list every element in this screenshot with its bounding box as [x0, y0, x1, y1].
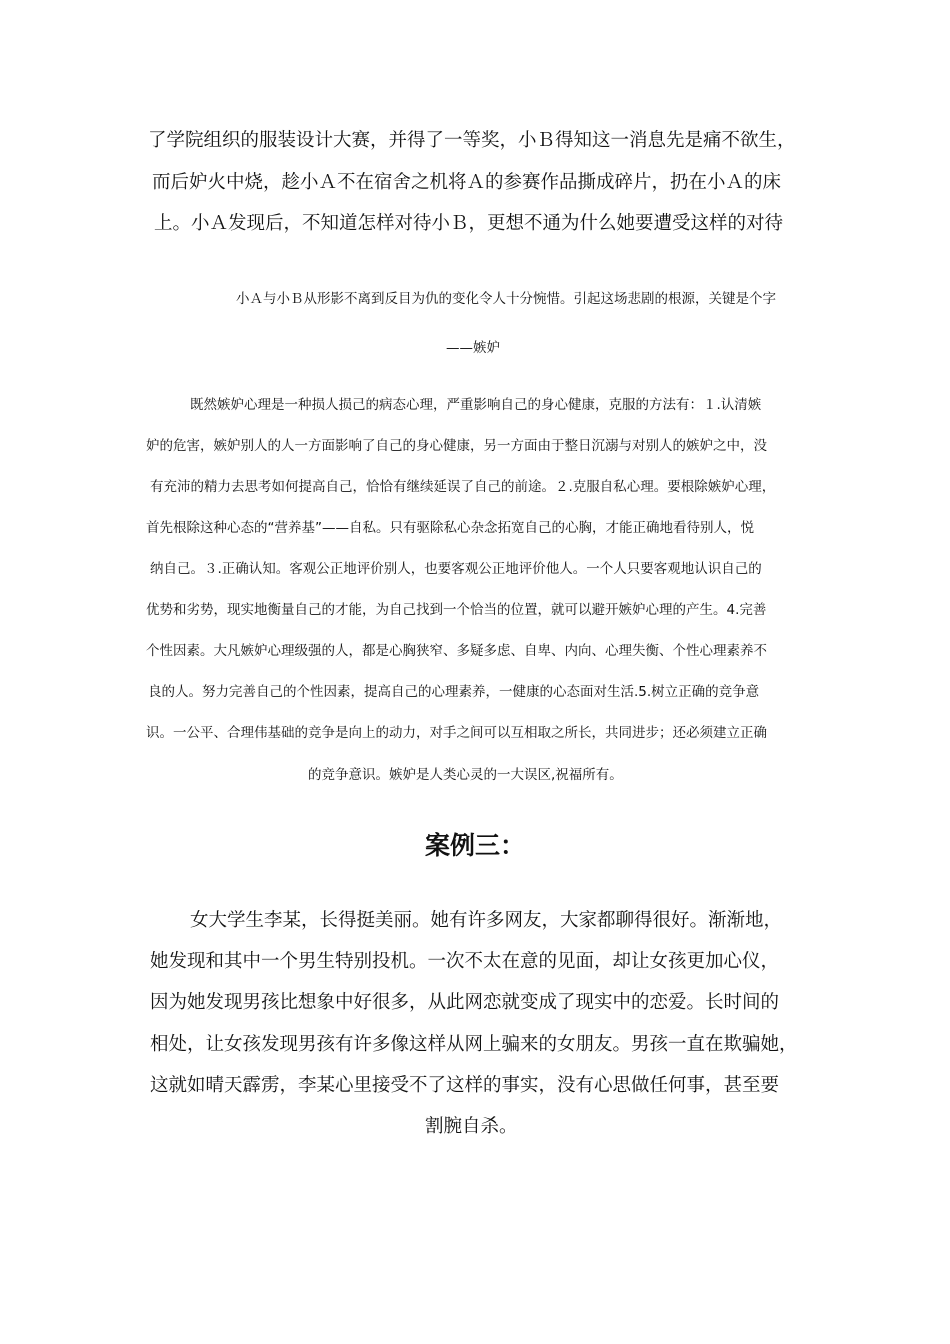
- text-line: 识。一公平、合理伟基础的竞争是向上的动力，对手之间可以互相取之所长，共同进步；还必须建立正确: [146, 725, 767, 741]
- text-line: 的竞争意识。嫉妒是人类心灵的一大误区,祝福所有。: [308, 767, 623, 783]
- text-line: 割腕自杀。: [425, 1116, 518, 1137]
- section-heading: 案例三：: [424, 831, 525, 860]
- text-line: 有充沛的精力去思考如何提高自己，恰恰有继续延误了自己的前途。２.克服自私心理。要根除嫉妒心理，: [150, 479, 776, 495]
- text-line: 上。小Ａ发现后，不知道怎样对待小Ｂ，更想不通为什么她要遭受这样的对待: [154, 213, 784, 234]
- text-line: 个性因素。大凡嫉妒心理级强的人，都是心胸狭窄、多疑多虑、自卑、内向、心理失衡、个性心理素养不: [146, 643, 767, 659]
- text-line: 女大学生李某，长得挺美丽。她有许多网友，大家都聊得很好。渐渐地，: [190, 910, 783, 931]
- text-line: 了学院组织的服装设计大赛，并得了一等奖，小Ｂ得知这一消息先是痛不欲生，: [148, 130, 796, 151]
- text-line: 相处，让女孩发现男孩有许多像这样从网上骗来的女朋友。男孩一直在欺骗她，: [150, 1034, 798, 1055]
- text-line: 纳自己。３.正确认知。客观公正地评价别人，也要客观公正地评价他人。一个人只要客观地认识自己的: [150, 561, 762, 577]
- text-line: 首先根除这种心态的“营养基”——自私。只有驱除私心杂念拓宽自己的心胸，才能正确地看待别人，悦: [146, 520, 754, 536]
- text-line: 妒的危害，嫉妒别人的人一方面影响了自己的身心健康，另一方面由于整日沉溺与对别人的嫉妒之中，没: [146, 438, 767, 454]
- text-line: 优势和劣势，现实地衡量自己的才能，为自己找到一个恰当的位置，就可以避开嫉妒心理的产生。4.完善: [146, 602, 767, 618]
- text-line: 她发现和其中一个男生特别投机。一次不太在意的见面，却让女孩更加心仪，: [150, 951, 780, 972]
- text-line: 既然嫉妒心理是一种损人损己的病态心理，严重影响自己的身心健康，克服的方法有：１.认清嫉: [190, 397, 762, 413]
- text-line: 因为她发现男孩比想象中好很多，从此网恋就变成了现实中的恋爱。长时间的: [150, 992, 780, 1013]
- text-line: 良的人。努力完善自己的个性因素，提高自己的心理素养，一健康的心态面对生活.5.树立正确的竞争意: [148, 684, 760, 700]
- text-line: 小Ａ与小Ｂ从形影不离到反目为仇的变化令人十分惋惜。引起这场悲剧的根源，关键是个字: [236, 291, 776, 307]
- text-line: ——嫉妒: [446, 340, 500, 356]
- text-line: 这就如晴天霹雳，李某心里接受不了这样的事实，没有心思做任何事，甚至要: [150, 1075, 780, 1096]
- text-line: 而后妒火中烧，趁小Ａ不在宿舍之机将Ａ的参赛作品撕成碎片，扔在小Ａ的床: [152, 172, 782, 193]
